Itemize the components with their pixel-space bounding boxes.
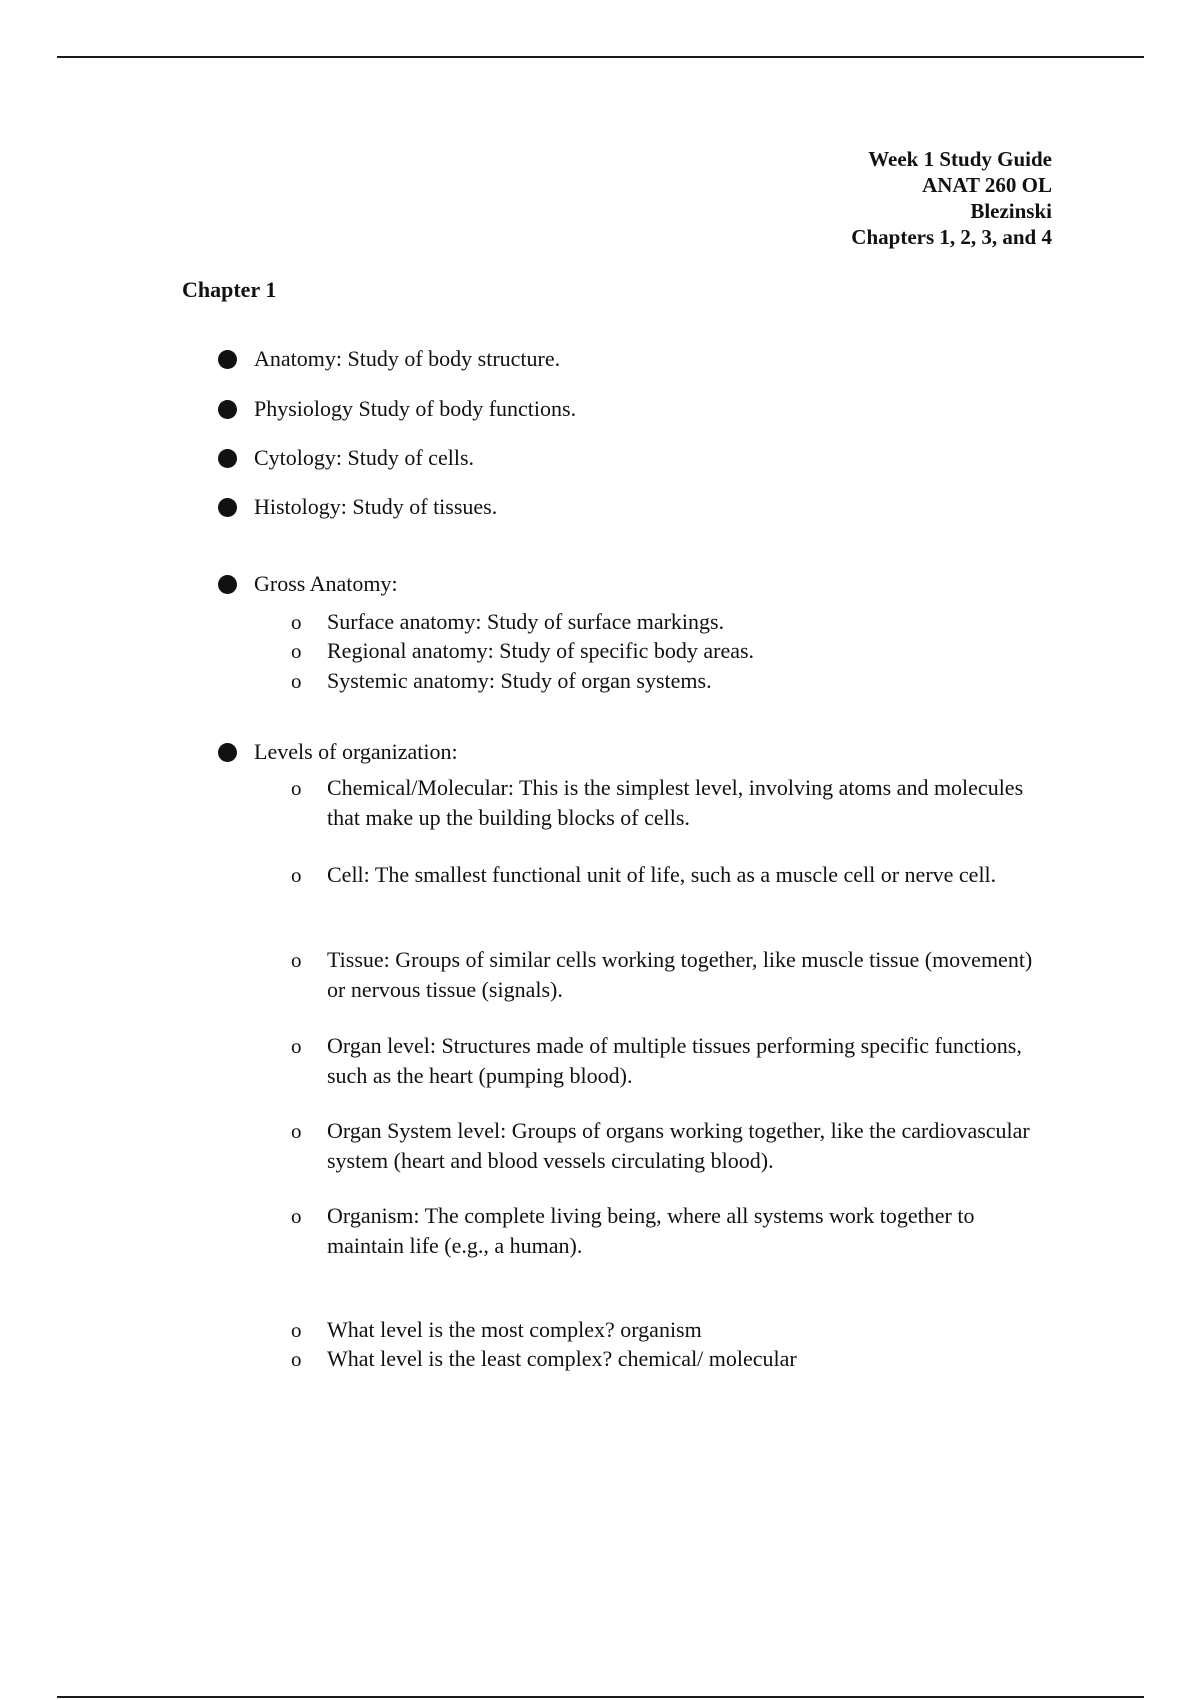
bullet-icon [218, 350, 237, 369]
level-item-organ [291, 1031, 1051, 1091]
document-header [851, 146, 1052, 250]
bullet-item-cytology [218, 443, 474, 473]
question-text: What level is the least complex? chemical/ molecular [327, 1346, 797, 1371]
sub-bullet-marker: o [291, 1034, 302, 1058]
sub-bullet-text: Organ level: Structures made of multiple tissues performing specific functions, such as the heart (pumping blood). [327, 1033, 1022, 1088]
sub-bullet-marker: o [291, 610, 302, 634]
sub-bullet-marker: o [291, 639, 302, 663]
bullet-text: Anatomy: Study of body structure. [254, 346, 561, 371]
bottom-rule [57, 1696, 1144, 1698]
sub-bullet-marker: o [291, 1119, 302, 1143]
sub-bullet-text: Systemic anatomy: Study of organ systems. [327, 668, 712, 693]
bullet-icon [218, 743, 237, 762]
header-chapters: Chapters 1, 2, 3, and 4 [851, 225, 1052, 249]
top-rule [57, 56, 1144, 58]
bullet-item-anatomy [218, 344, 560, 374]
bullet-text: Levels of organization: [254, 739, 458, 764]
level-item-tissue [291, 945, 1051, 1005]
bullet-icon [218, 575, 237, 594]
bullet-icon [218, 449, 237, 468]
gross-anatomy-item-regional [291, 636, 1051, 666]
sub-bullet-text: Surface anatomy: Study of surface markings. [327, 609, 725, 634]
sub-bullet-marker: o [291, 948, 302, 972]
sub-bullet-marker: o [291, 1204, 302, 1228]
question-text: What level is the most complex? organism [327, 1317, 702, 1342]
sub-bullet-marker: o [291, 669, 302, 693]
bullet-item-physiology [218, 394, 576, 424]
bullet-text: Gross Anatomy: [254, 571, 398, 596]
sub-bullet-text: Tissue: Groups of similar cells working together, like muscle tissue (movement) or nervous tissue (signals). [327, 947, 1033, 1002]
level-item-cell [291, 860, 1051, 890]
level-item-organ-system [291, 1116, 1051, 1176]
sub-bullet-marker: o [291, 863, 302, 887]
question-item-most-complex [291, 1315, 1051, 1345]
chapter-title: Chapter 1 [182, 277, 277, 302]
sub-bullet-text: Organism: The complete living being, where all systems work together to maintain life (e.g., a human). [327, 1203, 975, 1258]
header-instructor: Blezinski [970, 199, 1052, 223]
sub-bullet-text: Cell: The smallest functional unit of life, such as a muscle cell or nerve cell. [327, 862, 997, 887]
sub-bullet-marker: o [291, 1318, 302, 1342]
header-course: ANAT 260 OL [922, 173, 1052, 197]
gross-anatomy-item-systemic [291, 666, 1051, 696]
bullet-icon [218, 400, 237, 419]
gross-anatomy-item-surface [291, 607, 1051, 637]
level-item-organism [291, 1201, 1051, 1261]
sub-bullet-text: Chemical/Molecular: This is the simplest level, involving atoms and molecules that make up the building blocks of cells. [327, 775, 1024, 830]
level-item-chemical [291, 773, 1051, 833]
bullet-item-gross-anatomy [218, 569, 398, 599]
sub-bullet-text: Organ System level: Groups of organs working together, like the cardiovascular system (heart and blood vessels circulating blood). [327, 1118, 1030, 1173]
bullet-text: Physiology Study of body functions. [254, 396, 577, 421]
bullet-text: Cytology: Study of cells. [254, 445, 474, 470]
bullet-icon [218, 498, 237, 517]
sub-bullet-marker: o [291, 776, 302, 800]
bullet-item-histology [218, 492, 497, 522]
sub-bullet-text: Regional anatomy: Study of specific body areas. [327, 638, 755, 663]
header-title: Week 1 Study Guide [868, 147, 1052, 171]
bullet-item-levels [218, 737, 458, 767]
question-item-least-complex [291, 1344, 1051, 1374]
sub-bullet-marker: o [291, 1347, 302, 1371]
bullet-text: Histology: Study of tissues. [254, 494, 498, 519]
